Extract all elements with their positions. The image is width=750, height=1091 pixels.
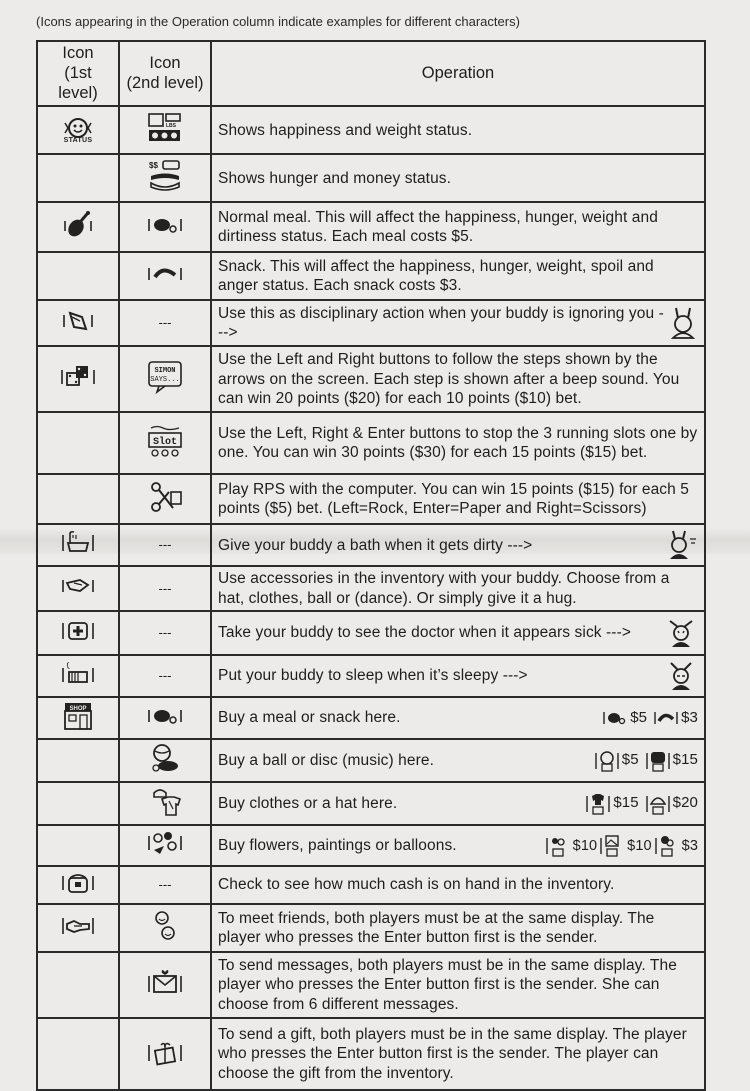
- price-value: $5: [630, 708, 648, 726]
- game-icon-cell: [37, 346, 119, 412]
- empty-cell: [37, 825, 119, 866]
- operation-cell: [211, 300, 705, 346]
- empty-cell: [37, 739, 119, 782]
- shop-meal-icon-cell: [119, 697, 211, 739]
- hand-slap-icon: [60, 307, 96, 335]
- dash-text: ---: [158, 580, 172, 596]
- price-list: [545, 834, 698, 858]
- operation-cell: [211, 739, 705, 782]
- price-value: $3: [681, 708, 698, 726]
- ignoring-buddy-icon: [668, 306, 698, 340]
- operation-text: Use accessories in the inventory with your buddy. Choose from a hat, clothes, ball or (dance). Or simply give it a hug.: [211, 566, 705, 611]
- sleep-icon-cell: [37, 655, 119, 697]
- header-icon-1st-level-label: Icon (1st level): [58, 44, 98, 102]
- snack-icon-cell: [119, 252, 211, 300]
- table-row: [37, 739, 705, 782]
- operation-text: Shows hunger and money status.: [211, 154, 705, 202]
- table-row: [37, 904, 705, 952]
- empty-cell: [37, 252, 119, 300]
- table-row: [37, 412, 705, 474]
- snack-mini-icon: [653, 708, 679, 728]
- doctor-icon-cell: [37, 611, 119, 655]
- operation-text: Play RPS with the computer. You can win 15 points ($15) for each 5 points ($5) bet. (Left=Rock, Enter=Paper and Right=Scissors): [211, 474, 705, 524]
- price-value: $10: [627, 837, 652, 854]
- simon-text: SIMON: [154, 366, 176, 375]
- table-row: [37, 202, 705, 252]
- shop-icon-cell: [37, 697, 119, 739]
- table-row: [37, 474, 705, 524]
- meal-icon: [145, 703, 185, 729]
- money-symbol: $$: [149, 160, 158, 170]
- dash-cell: [119, 300, 211, 346]
- price-value: $5: [621, 751, 639, 769]
- slot-machine-icon: [147, 424, 183, 458]
- table-row: [37, 697, 705, 739]
- operation-text: Check to see how much cash is on hand in the inventory.: [211, 866, 705, 904]
- operation-text: Put your buddy to sleep when it’s sleepy --->: [218, 667, 528, 685]
- meal-mini-icon: [602, 708, 628, 728]
- header-icon-2nd-level: [119, 41, 211, 106]
- operation-cell: [211, 524, 705, 566]
- meal-icon: [145, 212, 185, 238]
- dash-text: ---: [158, 625, 172, 641]
- balloon-mini-icon: [654, 834, 680, 858]
- hat-mini-icon: [645, 792, 671, 816]
- operation-text: To send messages, both players must be in the same display. The player who presses the Enter button first is the sender. She can choose from 6 different messages.: [211, 952, 705, 1018]
- handshake-icon: [60, 914, 96, 938]
- status-face-icon: [61, 117, 95, 144]
- flowers-balloons-icon: [146, 828, 184, 858]
- lbs-label: LBS: [166, 122, 176, 129]
- accessory-icon-cell: [37, 566, 119, 611]
- clothes-icon-cell: [119, 782, 211, 825]
- operation-text: Normal meal. This will affect the happiness, hunger, weight and dirtiness status. Each meal costs $5.: [211, 202, 705, 252]
- operation-text: Use the Left and Right buttons to follow the steps shown by the arrows on the screen. Each step is shown after a beep sound. You can win 20 points ($20) for each 10 points ($10) bet.: [211, 346, 705, 412]
- operation-text: Buy clothes or a hat here.: [218, 794, 398, 812]
- gift-items-icon-cell: [119, 825, 211, 866]
- price-value: $15: [613, 794, 639, 812]
- gift-icon-cell: [119, 1018, 211, 1090]
- table-row: [37, 300, 705, 346]
- feed-icon-cell: [37, 202, 119, 252]
- simon-says-icon-cell: [119, 346, 211, 412]
- price-value: $3: [681, 837, 698, 854]
- table-row: [37, 952, 705, 1018]
- discipline-icon-cell: [37, 300, 119, 346]
- flower-mini-icon: [545, 834, 571, 858]
- table-note: (Icons appearing in the Operation column indicate examples for different characters): [36, 14, 520, 29]
- happiness-weight-icon: [147, 112, 183, 144]
- header-icon-1st-level: [37, 41, 119, 106]
- envelope-icon: [146, 968, 184, 998]
- dash-text: ---: [158, 537, 172, 553]
- scissors-icon: [147, 480, 183, 514]
- wallet-icon: [60, 870, 96, 896]
- hunger-money-icon-cell: [119, 154, 211, 202]
- says-text: SAYS...: [150, 375, 180, 384]
- operation-text: Buy flowers, paintings or balloons.: [218, 836, 457, 854]
- clothes-hat-icon: [148, 785, 182, 817]
- sick-buddy-icon: [664, 617, 698, 649]
- dash-cell: [119, 611, 211, 655]
- bathtub-icon: [60, 529, 96, 557]
- table-row: [37, 825, 705, 866]
- disc-mini-icon: [645, 749, 671, 773]
- dash-cell: [119, 655, 211, 697]
- empty-cell: [37, 412, 119, 474]
- price-value: $10: [572, 837, 598, 854]
- operation-table: [36, 40, 706, 1091]
- painting-mini-icon: [599, 834, 625, 858]
- dice-icon: [59, 361, 97, 393]
- ball-disc-icon-cell: [119, 739, 211, 782]
- snack-icon: [145, 261, 185, 287]
- status-icon-cell: [37, 106, 119, 154]
- operation-text: Give your buddy a bath when it gets dirty --->: [218, 536, 533, 554]
- message-icon-cell: [119, 952, 211, 1018]
- table-row: [37, 655, 705, 697]
- operation-text: To meet friends, both players must be at the same display. The player who presses the Enter button first is the sender.: [211, 904, 705, 952]
- connect-icon-cell: [37, 904, 119, 952]
- table-row: [37, 611, 705, 655]
- hunger-money-icon: [147, 159, 183, 193]
- operation-cell: [211, 697, 705, 739]
- dash-text: ---: [158, 877, 172, 893]
- dash-text: ---: [158, 668, 172, 684]
- operation-cell: [211, 611, 705, 655]
- slot-text: Slot: [152, 436, 178, 448]
- table-row: [37, 1018, 705, 1090]
- header-icon-2nd-level-label: Icon (2nd level): [126, 53, 204, 92]
- empty-cell: [37, 782, 119, 825]
- operation-cell: [211, 782, 705, 825]
- operation-text: Shows happiness and weight status.: [211, 106, 705, 154]
- inventory-icon-cell: [37, 866, 119, 904]
- price-value: $15: [672, 751, 698, 769]
- table-row: [37, 782, 705, 825]
- slot-icon-cell: [119, 412, 211, 474]
- dash-cell: [119, 566, 211, 611]
- shirt-mini-icon: [585, 792, 611, 816]
- header-operation: Operation: [211, 41, 705, 106]
- price-list: [602, 708, 698, 728]
- table-row: [37, 866, 705, 904]
- operation-text: Use this as disciplinary action when your buddy is ignoring you --->: [218, 305, 664, 342]
- price-list: [585, 792, 698, 816]
- table-row: [37, 524, 705, 566]
- shop-text: SHOP: [69, 705, 87, 712]
- gift-box-icon: [146, 1037, 184, 1067]
- price-list: [594, 749, 698, 773]
- operation-text: Buy a meal or snack here.: [218, 709, 401, 727]
- table-row: [37, 566, 705, 611]
- header-row: [37, 41, 705, 106]
- two-faces-icon: [150, 909, 180, 943]
- price-value: $20: [672, 794, 698, 812]
- dash-text: ---: [158, 315, 172, 331]
- operation-text: Snack. This will affect the happiness, hunger, weight, spoil and anger status. Each snack costs $3.: [211, 252, 705, 300]
- hand-pointing-icon: [60, 574, 96, 598]
- happiness-weight-icon-cell: [119, 106, 211, 154]
- bath-icon-cell: [37, 524, 119, 566]
- empty-cell: [37, 952, 119, 1018]
- table-row: [37, 154, 705, 202]
- table-row: [37, 106, 705, 154]
- empty-cell: [37, 154, 119, 202]
- ball-mini-icon: [594, 749, 620, 773]
- ball-disc-icon: [148, 742, 182, 774]
- medical-kit-icon: [60, 617, 96, 645]
- table-row: [37, 346, 705, 412]
- dash-cell: [119, 866, 211, 904]
- dirty-buddy-icon: [664, 529, 698, 561]
- rps-icon-cell: [119, 474, 211, 524]
- operation-text: Take your buddy to see the doctor when it appears sick --->: [218, 624, 631, 642]
- meet-friends-icon-cell: [119, 904, 211, 952]
- moon-bed-icon: [60, 660, 96, 688]
- simon-says-icon: [147, 360, 183, 394]
- sleepy-buddy-icon: [664, 660, 698, 692]
- table-row: [37, 252, 705, 300]
- operation-cell: [211, 655, 705, 697]
- drumstick-icon: [61, 208, 95, 242]
- meal-icon-cell: [119, 202, 211, 252]
- dash-cell: [119, 524, 211, 566]
- shop-icon: [61, 701, 95, 731]
- empty-cell: [37, 1018, 119, 1090]
- empty-cell: [37, 474, 119, 524]
- operation-text: Buy a ball or disc (music) here.: [218, 751, 434, 769]
- operation-text: Use the Left, Right & Enter buttons to stop the 3 running slots one by one. You can win 30 points ($30) for each 15 points ($15) bet.: [211, 412, 705, 474]
- operation-cell: [211, 825, 705, 866]
- status-caption: STATUS: [63, 136, 93, 144]
- operation-text: To send a gift, both players must be in the same display. The player who presses the Enter button first is the sender. The player can choose the gift from the inventory.: [211, 1018, 705, 1090]
